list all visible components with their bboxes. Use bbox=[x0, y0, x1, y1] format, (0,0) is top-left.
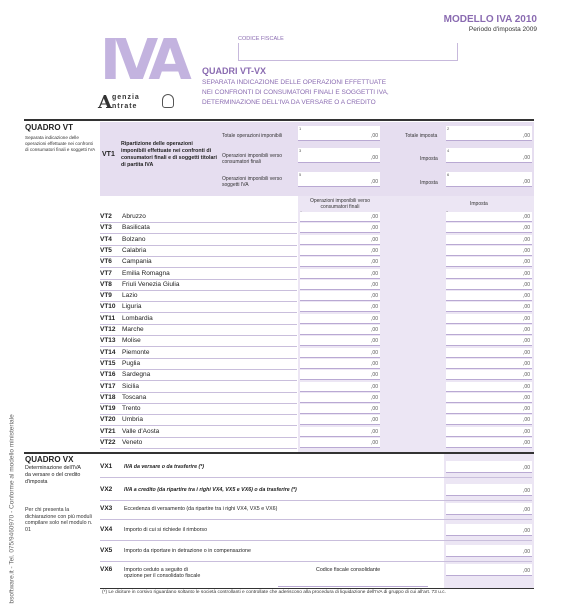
side-text: bsoftware.it - Tel. 075/9460970 - Conforme al modello ministeriale bbox=[8, 414, 16, 604]
row-divider bbox=[100, 477, 532, 478]
codice-fiscale-label: CODICE FISCALE bbox=[238, 36, 284, 42]
field-value: ,00 bbox=[523, 440, 530, 446]
row-divider bbox=[100, 392, 297, 393]
vx-label: Importo da riportare in detrazione o in compensazione bbox=[124, 548, 251, 554]
field-value: ,00 bbox=[371, 214, 378, 220]
emblem-icon bbox=[162, 94, 174, 108]
region-code: VT8 bbox=[100, 280, 112, 288]
vx-value-field[interactable] bbox=[446, 564, 532, 576]
region-name: Umbria bbox=[122, 416, 143, 424]
field-value: ,00 bbox=[371, 428, 378, 435]
region-imposta-field[interactable] bbox=[446, 348, 532, 358]
agenzia-a-icon: A bbox=[98, 92, 112, 113]
region-name: Toscana bbox=[122, 393, 147, 401]
vx-bottom-rule bbox=[100, 588, 534, 589]
row-divider bbox=[100, 222, 297, 223]
region-name: Friuli Venezia Giulia bbox=[122, 280, 180, 288]
field-value: ,00 bbox=[523, 549, 530, 555]
row-divider bbox=[100, 312, 297, 313]
field-value: ,00 bbox=[371, 315, 378, 322]
field-value: ,00 bbox=[523, 315, 530, 322]
region-operazioni-field[interactable] bbox=[300, 415, 380, 425]
quadri-title: QUADRI VT-VX bbox=[202, 66, 267, 76]
region-operazioni-field[interactable] bbox=[300, 325, 380, 335]
quadro-vt-title: QUADRO VT bbox=[25, 123, 73, 132]
row-divider bbox=[100, 267, 297, 268]
field-num: 5 bbox=[299, 172, 302, 177]
header-sub-3: DETERMINAZIONE DELL'IVA DA VERSARE O A CREDITO bbox=[202, 99, 376, 106]
vt1-row2-label: Operazioni imponibili verso consumatori finali bbox=[222, 153, 283, 165]
agenzia-entrate-logo bbox=[98, 92, 188, 114]
region-name: Molise bbox=[122, 337, 141, 345]
quadro-vx-title: QUADRO VX bbox=[25, 455, 74, 464]
vt1-code: VT1 bbox=[102, 151, 115, 158]
periodo-label: Periodo d'imposta 2009 bbox=[468, 26, 537, 33]
vt1-field-6[interactable] bbox=[446, 172, 532, 187]
quadro-vx-desc: Determinazione dell'IVA da versare o del credito d'imposta bbox=[25, 465, 81, 485]
header-sub-2: NEI CONFRONTI DI CONSUMATORI FINALI E SOGGETTI IVA, bbox=[202, 89, 389, 96]
field-value: ,00 bbox=[523, 281, 530, 288]
region-code: VT15 bbox=[100, 359, 116, 367]
field-value: ,00 bbox=[523, 247, 530, 254]
region-code: VT9 bbox=[100, 292, 112, 300]
vt-top-rule bbox=[24, 119, 534, 121]
region-code: VT18 bbox=[100, 393, 116, 401]
field-value: ,00 bbox=[523, 406, 530, 413]
vx-value-field[interactable] bbox=[446, 545, 532, 557]
vx-code: VX1 bbox=[100, 463, 113, 470]
vt1-field-4[interactable] bbox=[446, 148, 532, 163]
region-imposta-field[interactable] bbox=[446, 269, 532, 279]
region-name: Trento bbox=[122, 405, 141, 413]
region-imposta-field[interactable] bbox=[446, 393, 532, 403]
region-operazioni-field[interactable] bbox=[300, 257, 380, 267]
region-code: VT2 bbox=[100, 213, 112, 220]
field-num: 6 bbox=[447, 172, 450, 177]
region-imposta-field[interactable] bbox=[446, 404, 532, 414]
row-divider bbox=[100, 245, 297, 246]
region-operazioni-field[interactable] bbox=[300, 336, 380, 346]
field-value: ,00 bbox=[371, 133, 378, 139]
region-operazioni-field[interactable] bbox=[300, 427, 380, 437]
field-value: ,00 bbox=[523, 259, 530, 266]
field-value: ,00 bbox=[523, 155, 530, 161]
region-name: Marche bbox=[122, 326, 144, 333]
region-imposta-field[interactable] bbox=[446, 246, 532, 256]
region-code: VT19 bbox=[100, 405, 116, 413]
region-code: VT17 bbox=[100, 382, 116, 390]
row-divider bbox=[100, 369, 297, 370]
vx-code: VX6 bbox=[100, 566, 113, 573]
region-code: VT6 bbox=[100, 258, 112, 266]
field-value: ,00 bbox=[371, 349, 378, 356]
field-value: ,00 bbox=[523, 225, 530, 232]
field-value: ,00 bbox=[371, 304, 378, 311]
row-divider bbox=[100, 540, 532, 541]
field-value: ,00 bbox=[371, 440, 378, 446]
vx-label: IVA da versare o da trasferire (*) bbox=[124, 464, 205, 470]
field-value: ,00 bbox=[371, 293, 378, 300]
region-name: Bolzano bbox=[122, 235, 146, 243]
row-divider bbox=[100, 519, 532, 520]
field-value: ,00 bbox=[523, 327, 530, 333]
region-imposta-field[interactable] bbox=[446, 235, 532, 245]
region-operazioni-field[interactable] bbox=[300, 269, 380, 279]
region-name: Lazio bbox=[122, 292, 138, 300]
field-value: ,00 bbox=[523, 360, 530, 367]
region-imposta-field[interactable] bbox=[446, 223, 532, 233]
region-operazioni-field[interactable] bbox=[300, 212, 380, 222]
region-operazioni-field[interactable] bbox=[300, 370, 380, 380]
region-code: VT13 bbox=[100, 337, 116, 345]
region-imposta-field[interactable] bbox=[446, 302, 532, 312]
vt1-desc: Ripartizione delle operazioni imponibili effettuate nei confronti di consumatori finali e di soggetti titolari di partita IVA bbox=[121, 141, 217, 168]
vt1-row2-label2: Imposta bbox=[420, 156, 438, 162]
vx-value-field[interactable] bbox=[446, 461, 532, 473]
vx-value-field[interactable] bbox=[446, 503, 532, 515]
vx-code: VX2 bbox=[100, 486, 113, 493]
field-value: ,00 bbox=[523, 133, 530, 139]
field-num: 1 bbox=[299, 126, 302, 131]
region-imposta-field[interactable] bbox=[446, 314, 532, 324]
field-value: ,00 bbox=[523, 349, 530, 356]
quadro-vt-desc: Separata indicazione delle operazioni effettuate nei confronti di consumatori finali e soggetti IVA bbox=[25, 135, 96, 152]
footnote: (*) Le diciture in corsivo riguardano soltanto le società controllanti e controllate che aderiscono alla procedura di liquidazione dell'IVA di gruppo di cui all'art. 73 u.c. bbox=[102, 590, 446, 595]
field-value: ,00 bbox=[523, 304, 530, 311]
col2-header: Imposta bbox=[470, 201, 488, 207]
vt1-field-2[interactable] bbox=[446, 126, 532, 141]
field-num: 4 bbox=[447, 148, 450, 153]
region-code: VT3 bbox=[100, 224, 112, 232]
region-code: VT11 bbox=[100, 314, 116, 322]
region-code: VT16 bbox=[100, 371, 116, 379]
region-imposta-field[interactable] bbox=[446, 415, 532, 425]
region-operazioni-field[interactable] bbox=[300, 280, 380, 290]
region-name: Emilia Romagna bbox=[122, 269, 170, 277]
field-value: ,00 bbox=[523, 293, 530, 300]
codice-fiscale-field[interactable] bbox=[238, 43, 458, 61]
region-code: VT21 bbox=[100, 427, 116, 435]
vt1-field-5[interactable] bbox=[298, 172, 380, 187]
field-value: ,00 bbox=[371, 247, 378, 254]
field-value: ,00 bbox=[371, 270, 378, 277]
row-divider bbox=[100, 358, 297, 359]
vt1-row3-label: Operazioni imponibili verso soggetti IVA bbox=[222, 176, 283, 188]
region-name: Piemonte bbox=[122, 348, 150, 356]
region-name: Sardegna bbox=[122, 371, 151, 379]
vt1-field-1[interactable] bbox=[298, 126, 380, 141]
header-sub-1: SEPARATA INDICAZIONE DELLE OPERAZIONI EFFETTUATE bbox=[202, 79, 387, 86]
region-operazioni-field[interactable] bbox=[300, 438, 380, 448]
region-name: Lombardia bbox=[122, 314, 153, 322]
region-operazioni-field[interactable] bbox=[300, 291, 380, 301]
vx-code: VX4 bbox=[100, 526, 113, 533]
field-value: ,00 bbox=[523, 372, 530, 379]
iva-logo bbox=[100, 28, 186, 94]
region-operazioni-field[interactable] bbox=[300, 314, 380, 324]
iva-logo-letters: IVA bbox=[100, 28, 186, 93]
vx-code: VX3 bbox=[100, 505, 113, 512]
region-operazioni-field[interactable] bbox=[300, 359, 380, 369]
field-value: ,00 bbox=[371, 236, 378, 243]
region-code: VT12 bbox=[100, 326, 116, 333]
region-imposta-field[interactable] bbox=[446, 257, 532, 267]
region-imposta-field[interactable] bbox=[446, 427, 532, 437]
region-operazioni-field[interactable] bbox=[300, 246, 380, 256]
vt1-row3-label2: Imposta bbox=[420, 180, 438, 186]
row-divider bbox=[100, 425, 297, 426]
field-value: ,00 bbox=[371, 259, 378, 266]
vx-label: Importo ceduto a seguito di opzione per il consolidato fiscale bbox=[124, 567, 201, 579]
field-value: ,00 bbox=[371, 383, 378, 390]
field-value: ,00 bbox=[523, 507, 530, 513]
field-value: ,00 bbox=[523, 417, 530, 424]
region-imposta-field[interactable] bbox=[446, 212, 532, 222]
field-value: ,00 bbox=[523, 488, 530, 494]
region-imposta-field[interactable] bbox=[446, 438, 532, 448]
region-name: Campania bbox=[122, 258, 152, 266]
region-name: Calabria bbox=[122, 246, 147, 254]
region-operazioni-field[interactable] bbox=[300, 393, 380, 403]
field-value: ,00 bbox=[371, 155, 378, 161]
field-value: ,00 bbox=[371, 406, 378, 413]
region-operazioni-field[interactable] bbox=[300, 235, 380, 245]
row-divider bbox=[100, 346, 297, 347]
field-value: ,00 bbox=[523, 338, 530, 345]
region-imposta-field[interactable] bbox=[446, 359, 532, 369]
region-imposta-field[interactable] bbox=[446, 382, 532, 392]
field-value: ,00 bbox=[523, 179, 530, 185]
field-value: ,00 bbox=[523, 394, 530, 401]
row-divider bbox=[100, 233, 297, 234]
entrate-text: ntrate bbox=[112, 103, 138, 110]
region-name: Abruzzo bbox=[122, 213, 146, 220]
row-divider bbox=[100, 256, 297, 257]
row-divider bbox=[100, 335, 297, 336]
row-divider bbox=[100, 279, 297, 280]
vx-label: Eccedenza di versamento (da ripartire tra i righi VX4, VX5 e VX6) bbox=[124, 506, 278, 512]
region-code: VT7 bbox=[100, 269, 112, 277]
vx-code: VX5 bbox=[100, 547, 113, 554]
field-value: ,00 bbox=[371, 327, 378, 333]
field-value: ,00 bbox=[523, 465, 530, 471]
region-imposta-field[interactable] bbox=[446, 291, 532, 301]
region-name: Sicilia bbox=[122, 382, 139, 390]
row-divider bbox=[100, 380, 297, 381]
field-value: ,00 bbox=[371, 372, 378, 379]
region-code: VT20 bbox=[100, 416, 116, 424]
field-value: ,00 bbox=[523, 383, 530, 390]
region-imposta-field[interactable] bbox=[446, 336, 532, 346]
field-value: ,00 bbox=[523, 214, 530, 220]
vx-value-field[interactable] bbox=[446, 524, 532, 536]
region-name: Valle d'Aosta bbox=[122, 427, 160, 435]
region-name: Veneto bbox=[122, 439, 143, 446]
field-value: ,00 bbox=[371, 417, 378, 424]
row-divider bbox=[100, 301, 297, 302]
field-value: ,00 bbox=[523, 236, 530, 243]
region-imposta-field[interactable] bbox=[446, 325, 532, 335]
field-value: ,00 bbox=[523, 568, 530, 574]
region-operazioni-field[interactable] bbox=[300, 404, 380, 414]
agenzia-text: genzia bbox=[112, 94, 140, 101]
field-value: ,00 bbox=[371, 394, 378, 401]
field-value: ,00 bbox=[523, 270, 530, 277]
cf-consolidante-label: Codice fiscale consolidante bbox=[316, 567, 381, 573]
row-divider bbox=[100, 437, 297, 438]
field-num: 3 bbox=[299, 148, 302, 153]
field-value: ,00 bbox=[371, 281, 378, 288]
modello-title: MODELLO IVA 2010 bbox=[443, 14, 537, 25]
region-code: VT14 bbox=[100, 348, 116, 356]
vt1-row1-label: Totale operazioni imponibili bbox=[222, 133, 283, 139]
region-code: VT4 bbox=[100, 235, 112, 243]
region-operazioni-field[interactable] bbox=[300, 223, 380, 233]
region-operazioni-field[interactable] bbox=[300, 302, 380, 312]
region-name: Liguria bbox=[122, 303, 142, 311]
field-value: ,00 bbox=[523, 428, 530, 435]
row-divider bbox=[100, 561, 532, 562]
region-name: Basilicata bbox=[122, 224, 150, 232]
region-imposta-field[interactable] bbox=[446, 280, 532, 290]
row-divider bbox=[100, 290, 297, 291]
col1-header: Operazioni imponibili verso consumatori finali bbox=[309, 198, 371, 210]
field-num: 2 bbox=[447, 126, 450, 131]
field-value: ,00 bbox=[371, 338, 378, 345]
field-value: ,00 bbox=[371, 179, 378, 185]
field-value: ,00 bbox=[371, 225, 378, 232]
row-divider bbox=[100, 324, 297, 325]
region-name: Puglia bbox=[122, 359, 141, 367]
region-code: VT10 bbox=[100, 303, 116, 311]
region-operazioni-field[interactable] bbox=[300, 348, 380, 358]
region-imposta-field[interactable] bbox=[446, 370, 532, 380]
field-value: ,00 bbox=[371, 360, 378, 367]
row-divider bbox=[100, 403, 297, 404]
vx-label: Importo di cui si richiede il rimborso bbox=[124, 527, 208, 533]
cf-consolidante-field[interactable] bbox=[278, 575, 428, 587]
vx-value-field[interactable] bbox=[446, 484, 532, 496]
vt1-field-3[interactable] bbox=[298, 148, 380, 163]
region-operazioni-field[interactable] bbox=[300, 382, 380, 392]
row-divider bbox=[100, 500, 532, 501]
row-divider bbox=[100, 448, 297, 449]
quadro-vx-note: Per chi presenta la dichiarazione con più moduli compilare solo nel modulo n. 01 bbox=[25, 507, 93, 533]
vt1-row1-label2: Totale imposta bbox=[405, 133, 438, 139]
vx-label: IVA a credito (da ripartire tra i righi VX4, VX5 e VX6) o da trasferire (*) bbox=[124, 487, 297, 493]
region-code: VT5 bbox=[100, 246, 112, 254]
row-divider bbox=[100, 414, 297, 415]
field-value: ,00 bbox=[523, 528, 530, 534]
region-code: VT22 bbox=[100, 439, 116, 446]
